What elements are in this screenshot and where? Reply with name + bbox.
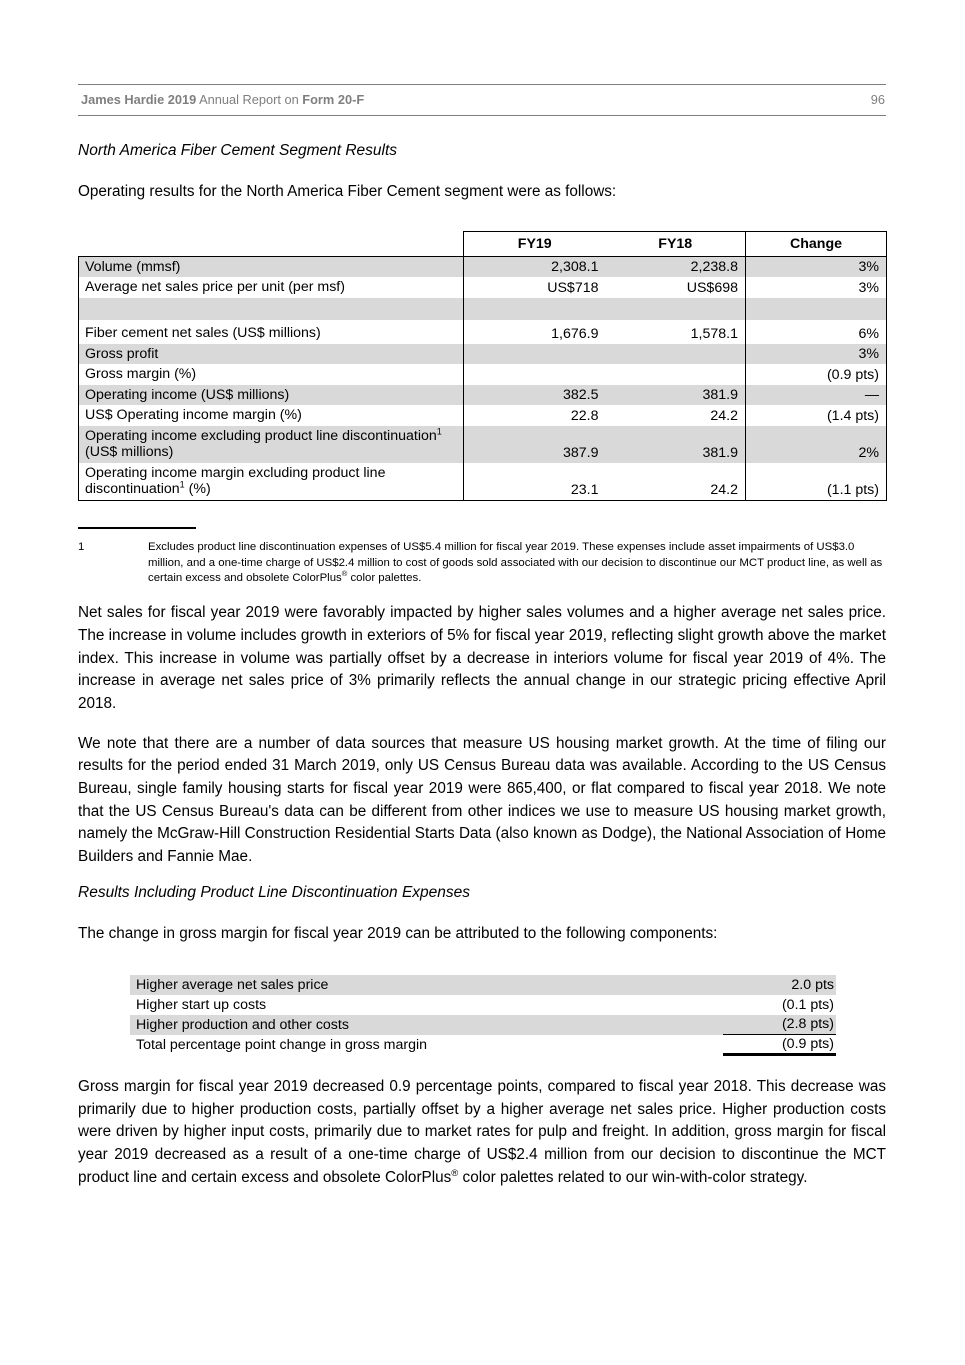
footnote-divider <box>78 527 196 529</box>
report-title <box>81 92 364 107</box>
change-value: 3% <box>746 256 887 277</box>
footnote-ref-icon: 1 <box>436 425 442 436</box>
paragraph-gross-margin: Gross margin for fiscal year 2019 decreased 0.9 percentage points, compared to fiscal year 2018. This decrease was primarily due to higher production costs, partially offset by a higher average net sales price. Higher production costs were driven by higher input costs, primarily due to market rates for pulp and freight. In addition, gross margin for fiscal year 2019 decreased as a result of a one-time charge of US$2.4 million from our decision to discontinue the MCT product line and certain excess and obsolete ColorPlus® color palettes related to our win-with-color strategy. <box>78 1078 886 1186</box>
fy19-value: 23.1 <box>464 463 606 501</box>
fy18-value: 1,578.1 <box>606 320 746 344</box>
table-row-avg-price <box>79 277 887 298</box>
component-label: Total percentage point change in gross margin <box>136 1036 428 1053</box>
row-label: Operating income excluding product line discontinuation$^1$ (US$ millions) <box>79 426 464 463</box>
section-heading-na-fiber-cement: North America Fiber Cement Segment Results <box>78 142 398 159</box>
change-value: 2% <box>746 426 887 463</box>
table-row-volume <box>79 256 887 277</box>
fy19-value: 387.9 <box>464 426 606 463</box>
component-row-avg-price <box>130 975 836 995</box>
table-row-gross-profit <box>79 344 887 365</box>
table-row-operating-margin <box>79 405 887 426</box>
fy19-value: 1,676.9 <box>551 325 599 342</box>
fy19-value: US$718 <box>547 279 599 296</box>
fy18-value: 381.9 <box>606 385 746 406</box>
fy18-value: US$698 <box>606 277 746 298</box>
segment-results-table <box>78 231 887 501</box>
table-header-row <box>79 231 887 256</box>
fy18-value <box>606 364 746 385</box>
report-title-brand: James Hardie 2019 <box>81 92 197 107</box>
footnote-text: Excludes product line discontinuation expenses of US$5.4 million for fiscal year 2019. These expenses include asset impairments of US$3.0 million, and a one-time charge of US$2.4 million to cost of goods sold associated with our decision to discontinue our MCT product line, as well as certain excess and obsolete ColorPlus® color palettes. <box>148 540 883 585</box>
table-row-gross-margin <box>79 364 887 385</box>
footnote-ref-icon: 1 <box>179 479 185 490</box>
table-row-net-sales <box>79 320 887 344</box>
table-row-op-margin-excl <box>79 463 887 501</box>
change-value: (0.9 pts) <box>746 364 887 385</box>
components-intro-text: The change in gross margin for fiscal year 2019 can be attributed to the following components: <box>78 924 718 942</box>
component-value: (0.9 pts) <box>723 1035 836 1055</box>
registered-mark-icon: ® <box>451 1167 459 1179</box>
change-value: — <box>746 385 887 406</box>
table-row-operating-income <box>79 385 887 406</box>
row-label: Gross profit <box>79 344 464 365</box>
change-value <box>746 298 887 320</box>
component-row-total <box>130 1035 836 1055</box>
row-label: Operating income margin excluding product line discontinuation$^1$ (%) <box>79 463 464 501</box>
footnote-marker: 1 <box>78 540 85 553</box>
component-row-production-costs <box>130 1015 836 1035</box>
change-value: 3% <box>746 277 887 298</box>
row-label: Gross margin (%) <box>79 364 464 385</box>
footnote <box>78 527 886 587</box>
section-heading-results-including: Results Including Product Line Discontinuation Expenses <box>78 883 471 901</box>
report-title-form: Form 20-F <box>302 92 365 107</box>
row-label: Average net sales price per unit (per msf) <box>79 277 464 298</box>
component-row-startup-costs <box>130 995 836 1015</box>
component-value: (2.8 pts) <box>723 1015 836 1035</box>
component-label: Higher production and other costs <box>130 1015 723 1035</box>
component-label: Higher average net sales price <box>130 975 723 995</box>
row-label: Fiber cement net sales (US$ millions) <box>79 320 464 344</box>
fy18-value: 381.9 <box>606 426 746 463</box>
page-number: 96 <box>870 92 885 107</box>
table-row-spacer <box>79 298 887 320</box>
column-header-empty <box>79 231 464 256</box>
row-label: Volume (mmsf) <box>79 256 464 277</box>
fy19-value <box>464 344 606 365</box>
report-header <box>78 84 886 116</box>
report-title-middle: Annual Report on <box>196 92 303 107</box>
change-value: 3% <box>746 344 887 365</box>
fy18-value: 2,238.8 <box>606 256 746 277</box>
fy19-value <box>464 298 606 320</box>
column-header-fy18: FY18 <box>606 231 746 256</box>
registered-mark-icon: ® <box>341 569 348 579</box>
fy18-value <box>606 298 746 320</box>
fy18-value <box>606 344 746 365</box>
component-label: Higher start up costs <box>136 996 267 1013</box>
fy19-value: 382.5 <box>464 385 606 406</box>
change-value: (1.1 pts) <box>746 463 887 501</box>
intro-text: Operating results for the North America Fiber Cement segment were as follows: <box>78 183 617 200</box>
fy19-value: 22.8 <box>570 407 599 424</box>
row-label: US$ Operating income margin (%) <box>79 405 464 426</box>
paragraph-housing-data: We note that there are a number of data sources that measure US housing market growth. At the time of filing our results for the period ended 31 March 2019, only US Census Bureau data was available. According to the US Census Bureau, single family housing starts for fiscal year 2019 were 865,400, or flat compared to fiscal year 2018. We note that the US Census Bureau's data can be different from other indices we use to measure US housing market growth, namely the McGraw-Hill Construction Residential Starts Data (also known as Dodge), the National Association of Home Builders and Fannie Mae. <box>78 734 886 866</box>
table-row-op-income-excl <box>79 426 887 463</box>
component-value: (0.1 pts) <box>781 996 834 1013</box>
row-label <box>79 298 464 320</box>
row-label: Operating income (US$ millions) <box>79 385 464 406</box>
change-value: (1.4 pts) <box>746 405 887 426</box>
paragraph-net-sales: Net sales for fiscal year 2019 were favorably impacted by higher sales volumes and a higher average net sales price. The increase in volume includes growth in exteriors of 5% for fiscal year 2019, reflecting slight growth above the market index. This increase in volume was partially offset by a decrease in interiors volume for fiscal year 2019 of 4%. The increase in average net sales price of 3% primarily reflects the annual change in our strategic pricing effective April 2018. <box>78 604 886 712</box>
column-header-fy19: FY19 <box>464 231 606 256</box>
gross-margin-components-table <box>130 975 836 1057</box>
fy18-value: 24.2 <box>606 405 746 426</box>
component-value: 2.0 pts <box>723 975 836 995</box>
change-value: 6% <box>746 320 887 344</box>
column-header-change: Change <box>746 231 887 256</box>
fy19-value: 2,308.1 <box>464 256 606 277</box>
fy18-value: 24.2 <box>606 463 746 501</box>
fy19-value <box>464 364 606 385</box>
